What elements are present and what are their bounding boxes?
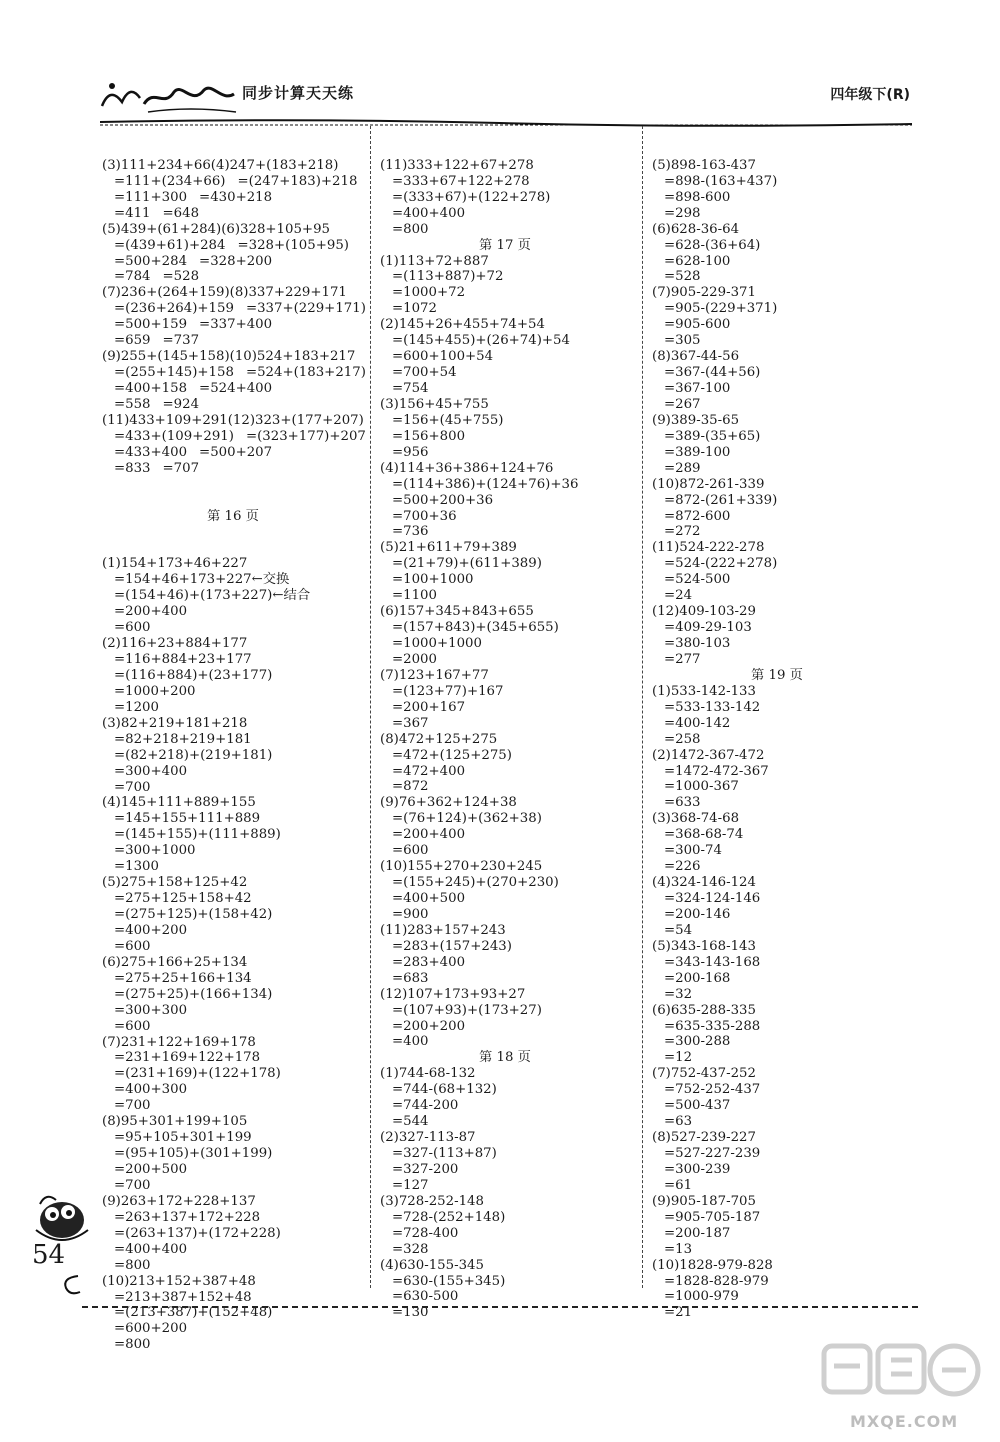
answer-line: =300-74 xyxy=(664,843,722,859)
problem-line: (8)95+301+199+105 xyxy=(102,1114,248,1130)
answer-line: =1000-979 xyxy=(664,1289,739,1305)
answer-line: =(154+46)+(173+227)←结合 xyxy=(114,588,311,604)
problem-line: (11)283+157+243 xyxy=(380,922,506,938)
answer-line: =(439+61)+284 xyxy=(114,237,226,253)
answer-line: (8)337+229+171 xyxy=(229,285,347,301)
answer-line: =298 xyxy=(664,205,701,221)
answer-line: =200+400 xyxy=(114,604,188,620)
answer-row-pair xyxy=(102,445,364,461)
answer-line: (11)433+109+291 xyxy=(102,412,228,428)
answer-line: =905-705-187 xyxy=(664,1209,761,1225)
problem-line: (4)145+111+889+155 xyxy=(102,795,256,811)
page-15-answers xyxy=(102,158,364,477)
problem-line: (3)82+219+181+218 xyxy=(102,715,248,731)
problem-line: (5)275+158+125+42 xyxy=(102,875,248,891)
problem-line: (3)728-252-148 xyxy=(380,1193,484,1209)
answer-line: =213+387+152+48 xyxy=(114,1289,252,1305)
answer-row-pair xyxy=(102,222,364,238)
answer-line: =328+(105+95) xyxy=(237,237,349,253)
answer-line: =(213+387)+(152+48) xyxy=(114,1305,273,1321)
answer-line: =600+200 xyxy=(114,1321,188,1337)
answer-line: =400+200 xyxy=(114,922,188,938)
answer-line: =300-288 xyxy=(664,1034,731,1050)
answer-line: =527-227-239 xyxy=(664,1146,761,1162)
answer-line: =258 xyxy=(664,731,701,747)
answer-line: =283+400 xyxy=(392,954,466,970)
answer-line: =32 xyxy=(664,986,693,1002)
section-heading: 第 17 页 xyxy=(479,237,531,253)
answer-row-pair xyxy=(102,301,364,317)
answer-line: =1072 xyxy=(392,301,437,317)
answer-line: =924 xyxy=(162,396,200,412)
answer-row-pair xyxy=(102,317,364,333)
answer-line: =100+1000 xyxy=(392,572,474,588)
problem-line: (2)116+23+884+177 xyxy=(102,636,248,652)
problem-line: (11)524-222-278 xyxy=(652,540,765,556)
problem-line: (9)263+172+228+137 xyxy=(102,1193,256,1209)
answer-line: =700 xyxy=(114,779,151,795)
answer-row-pair xyxy=(102,190,364,206)
section-heading: 第 19 页 xyxy=(751,667,803,683)
problem-line: (3)156+45+755 xyxy=(380,396,489,412)
answer-line: =728-(252+148) xyxy=(392,1209,506,1225)
answer-line: =700+36 xyxy=(392,508,457,524)
answer-line: =628-100 xyxy=(664,253,731,269)
answer-column-1 xyxy=(102,126,364,1369)
answer-line: =500+284 xyxy=(114,253,188,269)
problem-line: (8)472+125+275 xyxy=(380,731,498,747)
answer-line: =700 xyxy=(114,1177,151,1193)
answer-line: =752-252-437 xyxy=(664,1082,761,1098)
column-divider xyxy=(642,126,643,1288)
answer-line: =533-133-142 xyxy=(664,699,761,715)
answer-line: (7)236+(264+159) xyxy=(102,285,230,301)
answer-line: =200-187 xyxy=(664,1225,731,1241)
answer-line: =400+300 xyxy=(114,1082,188,1098)
answer-line: =156+(45+755) xyxy=(392,412,504,428)
answer-line: =(107+93)+(173+27) xyxy=(392,1002,542,1018)
answer-line: =409-29-103 xyxy=(664,620,752,636)
answer-line: =(263+137)+(172+228) xyxy=(114,1225,281,1241)
answer-line: =380-103 xyxy=(664,636,731,652)
answer-line: =898-(163+437) xyxy=(664,173,778,189)
problem-line: (12)409-103-29 xyxy=(652,604,756,620)
problem-line: (6)628-36-64 xyxy=(652,221,740,237)
answer-line: =333+67+122+278 xyxy=(392,173,530,189)
answer-line: =13 xyxy=(664,1241,693,1257)
answer-line: =700+54 xyxy=(392,365,457,381)
answer-line: =324-124-146 xyxy=(664,891,761,907)
answer-row-pair xyxy=(102,397,364,413)
answer-line: =500+207 xyxy=(199,444,273,460)
problem-line: (3)368-74-68 xyxy=(652,811,740,827)
answer-line: =833 xyxy=(114,460,151,476)
problem-line: (2)327-113-87 xyxy=(380,1130,476,1146)
answer-row-pair xyxy=(102,254,364,270)
problem-line: (10)155+270+230+245 xyxy=(380,859,543,875)
problem-line: (4)630-155-345 xyxy=(380,1257,484,1273)
answer-line: =(157+843)+(345+655) xyxy=(392,620,559,636)
answer-line: =111+300 xyxy=(114,189,188,205)
answer-line: =900 xyxy=(392,906,429,922)
answer-row-pair xyxy=(102,269,364,285)
answer-column-2 xyxy=(380,126,630,1337)
problem-line: (7)231+122+169+178 xyxy=(102,1034,256,1050)
answer-line: =600 xyxy=(114,938,151,954)
answer-line: =82+218+219+181 xyxy=(114,731,252,747)
answer-column-3 xyxy=(652,126,902,1337)
answer-line: =267 xyxy=(664,396,701,412)
answer-line: =528 xyxy=(162,269,200,285)
answer-line: =1000-367 xyxy=(664,779,739,795)
answer-line: =(275+125)+(158+42) xyxy=(114,907,273,923)
answer-row-pair xyxy=(102,174,364,190)
problem-line: (1)113+72+887 xyxy=(380,253,489,269)
problem-line: (7)905-229-371 xyxy=(652,285,756,301)
page-16-answers xyxy=(102,556,364,1353)
answer-line: =472+400 xyxy=(392,763,466,779)
answer-line: =800 xyxy=(114,1257,151,1273)
answer-line: =61 xyxy=(664,1177,693,1193)
answer-line: =327-(113+87) xyxy=(392,1146,497,1162)
answer-line: =277 xyxy=(664,651,701,667)
answer-line: =600 xyxy=(392,843,429,859)
answer-line: =800 xyxy=(114,1337,151,1353)
answer-line: =(333+67)+(122+278) xyxy=(392,189,551,205)
answer-row-pair xyxy=(102,429,364,445)
answer-line: =800 xyxy=(392,221,429,237)
answer-line: =(116+884)+(23+177) xyxy=(114,667,273,683)
answer-line: =528 xyxy=(664,269,701,285)
problem-line: (9)76+362+124+38 xyxy=(380,795,517,811)
answer-line: =328 xyxy=(392,1241,429,1257)
answer-line: (10)524+183+217 xyxy=(229,349,356,365)
answer-line: =(231+169)+(122+178) xyxy=(114,1066,281,1082)
answer-line: =500-437 xyxy=(664,1098,731,1114)
answer-line: =628-(36+64) xyxy=(664,237,761,253)
answer-line: =905-(229+371) xyxy=(664,301,778,317)
answer-line: =127 xyxy=(392,1177,429,1193)
brand-logo xyxy=(100,76,240,116)
answer-line: =95+105+301+199 xyxy=(114,1130,252,1146)
problem-line: (7)752-437-252 xyxy=(652,1066,756,1082)
answer-row-pair xyxy=(102,158,364,174)
answer-line: =21 xyxy=(664,1305,693,1321)
answer-line: =263+137+172+228 xyxy=(114,1209,261,1225)
answer-line: =275+125+158+42 xyxy=(114,891,252,907)
answer-line: =(236+264)+159 xyxy=(114,301,234,317)
answer-line: =367-(44+56) xyxy=(664,365,761,381)
decorative-swirl-icon xyxy=(58,1272,88,1302)
answer-line: =(82+218)+(219+181) xyxy=(114,747,273,763)
answer-line: =524+(183+217) xyxy=(245,365,366,381)
problem-line: (6)275+166+25+134 xyxy=(102,954,248,970)
answer-line: =600+100+54 xyxy=(392,349,494,365)
answer-row-pair xyxy=(102,285,364,301)
answer-line: =500+200+36 xyxy=(392,492,494,508)
problem-line: (10)1828-979-828 xyxy=(652,1257,773,1273)
answer-line: =(155+245)+(270+230) xyxy=(392,875,559,891)
answer-line: =12 xyxy=(664,1050,693,1066)
answer-line: =433+400 xyxy=(114,444,188,460)
answer-line: =744-(68+132) xyxy=(392,1082,497,1098)
answer-line: =200-168 xyxy=(664,970,731,986)
answer-line: =(275+25)+(166+134) xyxy=(114,986,273,1002)
answer-line: =(255+145)+158 xyxy=(114,365,234,381)
answer-line: =1200 xyxy=(114,699,159,715)
answer-line: =226 xyxy=(664,859,701,875)
answer-line: =389-(35+65) xyxy=(664,428,761,444)
answer-line: =400+500 xyxy=(392,891,466,907)
answer-line: =558 xyxy=(114,396,151,412)
problem-line: (1)533-142-133 xyxy=(652,683,756,699)
problem-line: (1)744-68-132 xyxy=(380,1066,476,1082)
answer-line: =389-100 xyxy=(664,444,731,460)
answer-line: =956 xyxy=(392,444,429,460)
problem-line: (2)145+26+455+74+54 xyxy=(380,317,545,333)
answer-line: =(113+887)+72 xyxy=(392,269,504,285)
problem-line: (4)324-146-124 xyxy=(652,875,756,891)
problem-line: (9)389-35-65 xyxy=(652,412,740,428)
answer-line: =(323+177)+207 xyxy=(245,428,366,444)
answer-line: =(123+77)+167 xyxy=(392,683,504,699)
problem-line: (4)114+36+386+124+76 xyxy=(380,460,554,476)
answer-line: =(95+105)+(301+199) xyxy=(114,1146,273,1162)
answer-line: =544 xyxy=(392,1114,429,1130)
answer-line: =600 xyxy=(114,620,151,636)
answer-line: =633 xyxy=(664,795,701,811)
answer-line: =524+400 xyxy=(199,381,273,397)
page-18-19-answers xyxy=(652,158,902,1321)
section-heading-page-16: 第 16 页 xyxy=(207,508,259,524)
answer-line: =300+300 xyxy=(114,1002,188,1018)
answer-line: =111+(234+66) xyxy=(114,173,226,189)
answer-line: (3)111+234+66 xyxy=(102,157,211,173)
answer-line: =737 xyxy=(162,333,200,349)
page-number: 54 xyxy=(32,1240,66,1270)
answer-line: =(21+79)+(611+389) xyxy=(392,556,542,572)
answer-line: =154+46+173+227←交换 xyxy=(114,572,290,588)
answer-row-pair xyxy=(102,365,364,381)
answer-line: =200+500 xyxy=(114,1162,188,1178)
answer-line: =400-142 xyxy=(664,715,731,731)
answer-line: =305 xyxy=(664,333,701,349)
answer-line: =200+200 xyxy=(392,1018,466,1034)
answer-line: =283+(157+243) xyxy=(392,938,512,954)
problem-line: (10)213+152+387+48 xyxy=(102,1273,256,1289)
problem-line: (6)635-288-335 xyxy=(652,1002,756,1018)
answer-line: =200+167 xyxy=(392,699,466,715)
answer-line: =337+(229+171) xyxy=(245,301,366,317)
section-heading: 第 18 页 xyxy=(479,1050,531,1066)
answer-line: =1000+1000 xyxy=(392,636,482,652)
problem-line: (2)1472-367-472 xyxy=(652,747,765,763)
answer-line: =784 xyxy=(114,269,151,285)
answer-line: =(247+183)+218 xyxy=(237,173,358,189)
answer-line: =343-143-168 xyxy=(664,954,761,970)
answer-line: (9)255+(145+158) xyxy=(102,349,230,365)
problem-line: (6)157+345+843+655 xyxy=(380,604,534,620)
answer-line: =400+400 xyxy=(114,1241,188,1257)
answer-line: (6)328+105+95 xyxy=(221,221,330,237)
problem-line: (5)898-163-437 xyxy=(652,157,756,173)
answer-line: =289 xyxy=(664,460,701,476)
answer-line: =1300 xyxy=(114,859,159,875)
answer-line: =400 xyxy=(392,1034,429,1050)
answer-line: =367 xyxy=(392,715,429,731)
problem-line: (8)367-44-56 xyxy=(652,349,740,365)
answer-line: =54 xyxy=(664,922,693,938)
answer-line: =683 xyxy=(392,970,429,986)
answer-line: =(145+455)+(26+74)+54 xyxy=(392,333,570,349)
problem-line: (8)527-239-227 xyxy=(652,1130,756,1146)
problem-line: (9)905-187-705 xyxy=(652,1193,756,1209)
answer-line: =400+400 xyxy=(392,205,466,221)
answer-line: =(145+155)+(111+889) xyxy=(114,827,281,843)
answer-line: =524-(222+278) xyxy=(664,556,778,572)
answer-line: =200+400 xyxy=(392,827,466,843)
answer-line: =337+400 xyxy=(199,317,273,333)
book-title: 同步计算天天练 xyxy=(242,84,355,102)
answer-line: =24 xyxy=(664,588,693,604)
answer-line: (12)323+(177+207) xyxy=(227,412,364,428)
answer-line: =145+155+111+889 xyxy=(114,811,261,827)
page-header xyxy=(100,72,910,120)
column-divider xyxy=(370,126,371,1288)
answer-line: =635-335-288 xyxy=(664,1018,761,1034)
answer-line: =433+(109+291) xyxy=(114,428,234,444)
answer-line: =744-200 xyxy=(392,1098,459,1114)
answer-line: =872-600 xyxy=(664,508,731,524)
answer-line: =630-500 xyxy=(392,1289,459,1305)
problem-line: (11)333+122+67+278 xyxy=(380,157,534,173)
answer-line: =400+158 xyxy=(114,381,188,397)
answer-line: =524-500 xyxy=(664,572,731,588)
watermark-text: MXQE.COM xyxy=(850,1412,959,1431)
answer-line: =272 xyxy=(664,524,701,540)
answer-line: =367-100 xyxy=(664,381,731,397)
answer-line: =472+(125+275) xyxy=(392,747,512,763)
answer-line: =728-400 xyxy=(392,1225,459,1241)
answer-line: =1472-472-367 xyxy=(664,763,769,779)
answer-line: =736 xyxy=(392,524,429,540)
answer-row-pair xyxy=(102,349,364,365)
answer-line: =630-(155+345) xyxy=(392,1273,506,1289)
answer-line: =872 xyxy=(392,779,429,795)
answer-line: =368-68-74 xyxy=(664,827,744,843)
problem-line: (12)107+173+93+27 xyxy=(380,986,526,1002)
answer-line: =1000+72 xyxy=(392,285,466,301)
footer-dashed-rule xyxy=(82,1306,918,1308)
grade-label: 四年级下(R) xyxy=(830,87,910,103)
answer-line: =1828-828-979 xyxy=(664,1273,769,1289)
answer-line: (5)439+(61+284) xyxy=(102,221,222,237)
answer-line: =905-600 xyxy=(664,317,731,333)
answer-row-pair xyxy=(102,413,364,429)
answer-line: =231+169+122+178 xyxy=(114,1050,261,1066)
answer-line: =63 xyxy=(664,1114,693,1130)
page-17-18-answers xyxy=(380,158,630,1321)
answer-row-pair xyxy=(102,238,364,254)
answer-line: =300-239 xyxy=(664,1161,731,1177)
answer-line: =275+25+166+134 xyxy=(114,970,252,986)
answer-line: =430+218 xyxy=(199,189,273,205)
answer-line: =(114+386)+(124+76)+36 xyxy=(392,476,579,492)
answer-line: =116+884+23+177 xyxy=(114,652,252,668)
answer-line: =328+200 xyxy=(199,253,273,269)
answer-line: =200-146 xyxy=(664,906,731,922)
answer-line: =2000 xyxy=(392,651,437,667)
problem-line: (10)872-261-339 xyxy=(652,476,765,492)
answer-line: =411 xyxy=(114,205,151,221)
answer-line: (4)247+(183+218) xyxy=(210,157,339,173)
answer-line: =1100 xyxy=(392,588,437,604)
answer-line: =872-(261+339) xyxy=(664,492,778,508)
problem-line: (7)123+167+77 xyxy=(380,667,489,683)
answer-row-pair xyxy=(102,333,364,349)
answer-row-pair xyxy=(102,206,364,222)
answer-line: =707 xyxy=(162,460,200,476)
answer-row-pair xyxy=(102,461,364,477)
answer-line: =1000+200 xyxy=(114,683,196,699)
answer-line: =(76+124)+(362+38) xyxy=(392,811,542,827)
answer-line: =300+400 xyxy=(114,763,188,779)
answer-line: =500+159 xyxy=(114,317,188,333)
answer-line: =754 xyxy=(392,381,429,397)
problem-line: (5)343-168-143 xyxy=(652,938,756,954)
answer-line: =600 xyxy=(114,1018,151,1034)
problem-line: (1)154+173+46+227 xyxy=(102,556,248,572)
answer-line: =327-200 xyxy=(392,1161,459,1177)
answer-line: =156+800 xyxy=(392,428,466,444)
answer-line: =659 xyxy=(114,333,151,349)
answer-line: =898-600 xyxy=(664,189,731,205)
answer-line: =300+1000 xyxy=(114,843,196,859)
answer-line: =130 xyxy=(392,1305,429,1321)
answer-line: =648 xyxy=(162,205,200,221)
answer-row-pair xyxy=(102,381,364,397)
answer-line: =700 xyxy=(114,1098,151,1114)
problem-line: (5)21+611+79+389 xyxy=(380,540,517,556)
